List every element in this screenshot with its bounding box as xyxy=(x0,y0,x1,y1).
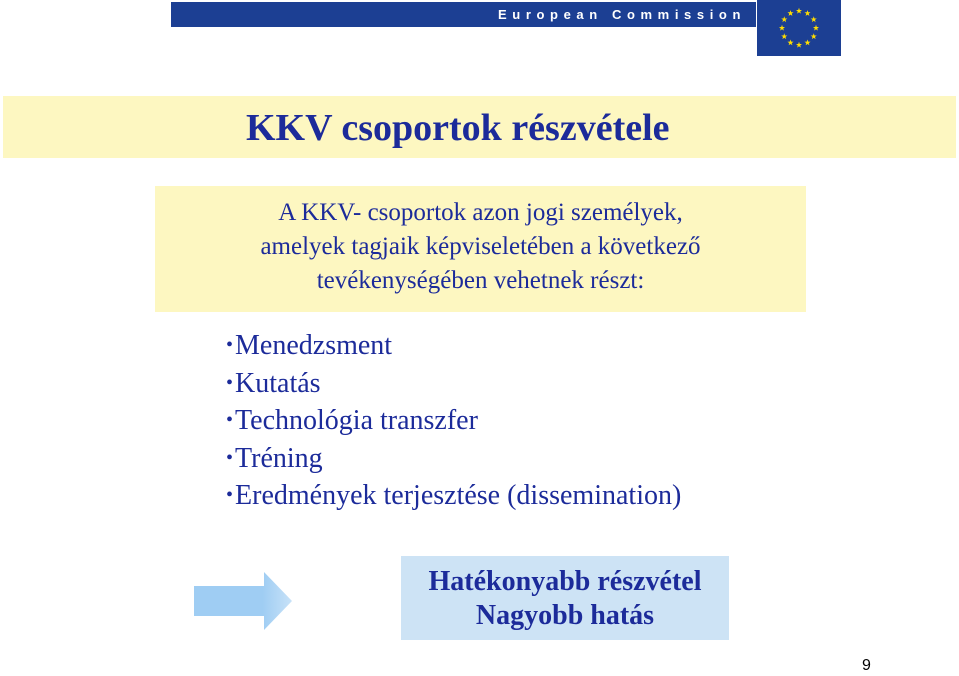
activity-list xyxy=(226,327,681,515)
result-box xyxy=(401,556,729,640)
intro-line-2: amelyek tagjaik képviseletében a következő xyxy=(260,233,701,260)
result-line-2: Nagyobb hatás xyxy=(475,600,655,631)
right-arrow-icon xyxy=(194,572,292,630)
list-item xyxy=(226,440,681,478)
list-item-label: Kutatás xyxy=(235,367,321,399)
banner-text: European Commission xyxy=(498,7,746,22)
list-item xyxy=(226,327,681,365)
intro-line-3: tevékenységében vehetnek részt: xyxy=(316,267,645,294)
list-item-label: Tréning xyxy=(235,442,323,474)
european-commission-banner xyxy=(171,2,756,27)
intro-text xyxy=(155,196,806,298)
bullet-icon: • xyxy=(226,409,234,431)
bullet-icon: • xyxy=(226,334,234,356)
bullet-icon: • xyxy=(226,446,234,469)
list-item xyxy=(226,365,681,403)
list-item xyxy=(226,477,681,515)
bullet-icon: • xyxy=(226,371,234,394)
slide-title: KKV csoportok részvétele xyxy=(246,107,670,149)
result-line-1: Hatékonyabb részvétel xyxy=(428,566,702,597)
eu-flag-icon xyxy=(757,0,841,56)
page-number: 9 xyxy=(862,657,871,674)
list-item-label: Menedzsment xyxy=(235,330,393,361)
list-item-label: Eredmények terjesztése (dissemination) xyxy=(235,480,682,511)
list-item-label: Technológia transzfer xyxy=(235,405,478,436)
intro-line-1: A KKV- csoportok azon jogi személyek, xyxy=(278,199,683,226)
list-item xyxy=(226,402,681,440)
bullet-icon: • xyxy=(226,484,234,506)
